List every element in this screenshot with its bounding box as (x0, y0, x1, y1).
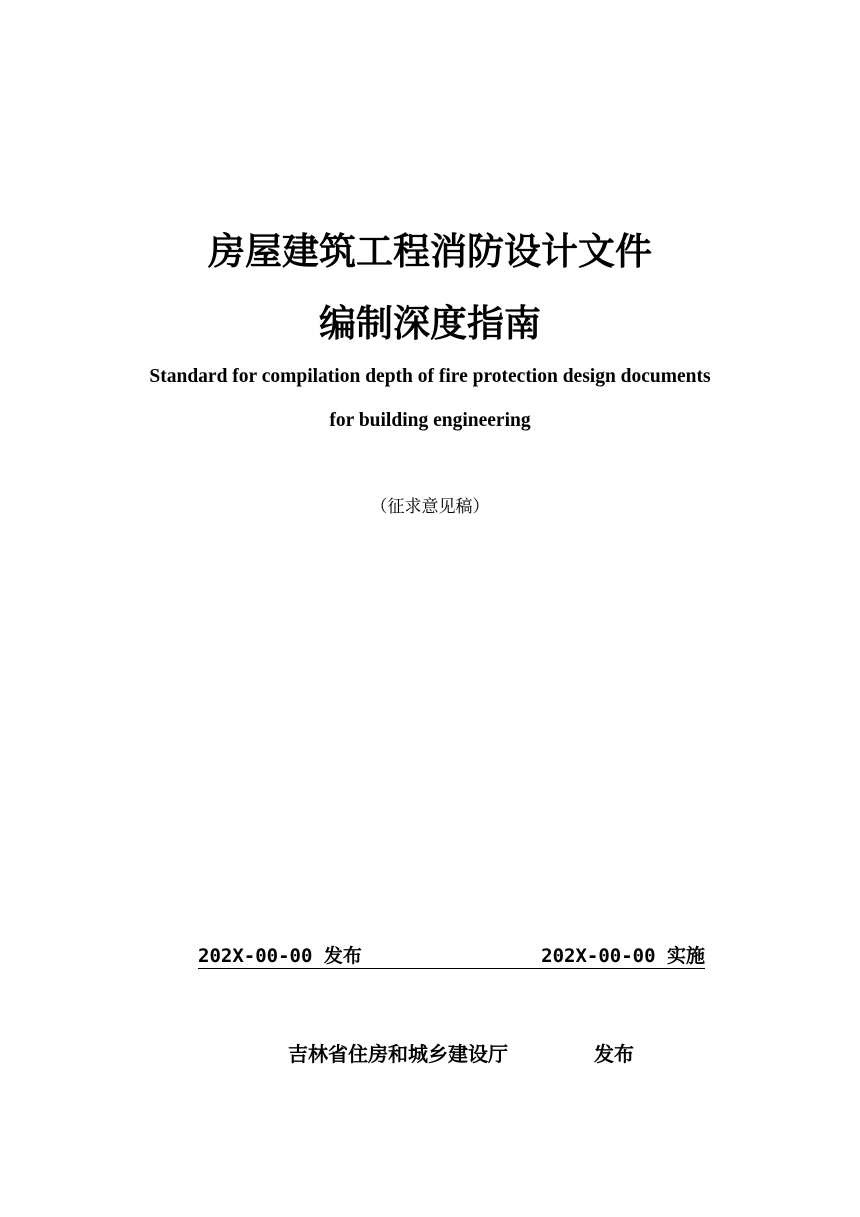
english-title-line-1: Standard for compilation depth of fire protection design documents (149, 366, 711, 387)
issuer-row (288, 1041, 648, 1067)
issuing-authority: 吉林省住房和城乡建设厅 (288, 1042, 508, 1066)
english-title-line-2: for building engineering (329, 410, 531, 431)
publish-date: 202X-00-00 发布 (198, 945, 362, 967)
date-row (198, 944, 705, 969)
effective-date: 202X-00-00 实施 (541, 945, 705, 967)
issuer-action-label: 发布 (594, 1042, 634, 1066)
chinese-title-line-1: 房屋建筑工程消防设计文件 (208, 230, 652, 273)
chinese-title-line-2: 编制深度指南 (319, 302, 541, 345)
draft-status-note: （征求意见稿） (370, 497, 490, 517)
